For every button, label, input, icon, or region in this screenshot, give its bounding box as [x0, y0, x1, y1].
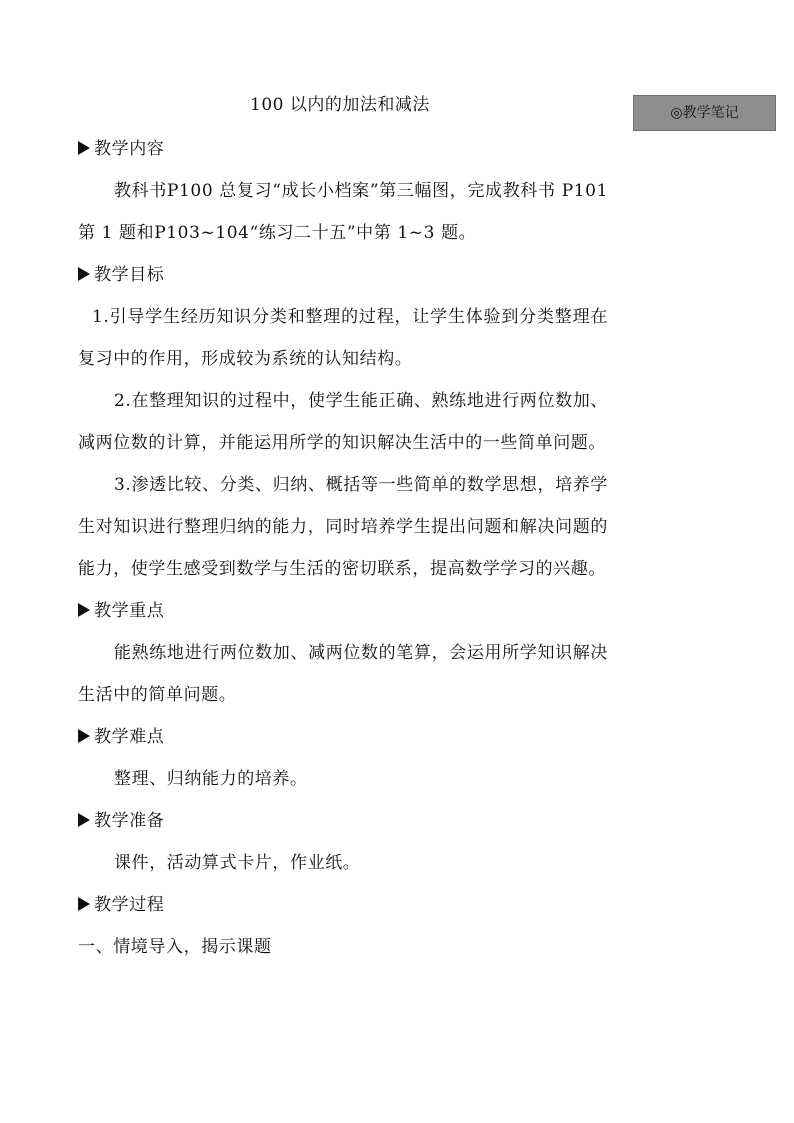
triangle-bullet-icon — [78, 603, 90, 617]
goal-item-3: 3.渗透比较、分类、归纳、概括等一些简单的数学思想，培养学生对知识进行整理归纳的能力，同时培养学生提出问题和解决问题的能力，使学生感受到数学与生活的密切联系，提高数学学习的兴趣。 — [78, 475, 608, 579]
process-step-1: 一、情境导入，揭示课题 — [78, 937, 272, 957]
triangle-bullet-icon — [78, 729, 90, 743]
triangle-bullet-icon — [78, 813, 90, 827]
goal-item-1: 1.引导学生经历知识分类和整理的过程，让学生体验到分类整理在复习中的作用，形成较为系统的认知结构。 — [78, 307, 608, 369]
section-heading-difficulties: 教学难点 — [78, 716, 608, 758]
lesson-content — [78, 128, 608, 968]
triangle-bullet-icon — [78, 897, 90, 911]
content-paragraph: 教科书P100 总复习“成长小档案”第三幅图，完成教科书 P101 第 1 题和P103~104“练习二十五”中第 1~3 题。 — [78, 181, 608, 243]
preparation-paragraph: 课件，活动算式卡片，作业纸。 — [114, 853, 361, 873]
triangle-bullet-icon — [78, 141, 90, 155]
section-heading-key-points: 教学重点 — [78, 590, 608, 632]
key-points-paragraph: 能熟练地进行两位数加、减两位数的笔算，会运用所学知识解决生活中的简单问题。 — [78, 643, 608, 705]
section-heading-preparation: 教学准备 — [78, 800, 608, 842]
difficulties-paragraph: 整理、归纳能力的培养。 — [114, 769, 308, 789]
teaching-notes-box: ◎教学笔记 — [633, 95, 776, 131]
triangle-bullet-icon — [78, 267, 90, 281]
section-heading-process: 教学过程 — [78, 884, 608, 926]
section-heading-goals: 教学目标 — [78, 254, 608, 296]
section-heading-content: 教学内容 — [78, 128, 608, 170]
goal-item-2: 2.在整理知识的过程中，使学生能正确、熟练地进行两位数加、减两位数的计算，并能运用所学的知识解决生活中的一些简单问题。 — [78, 391, 608, 453]
page-title: 100 以内的加法和减法 — [250, 95, 430, 115]
